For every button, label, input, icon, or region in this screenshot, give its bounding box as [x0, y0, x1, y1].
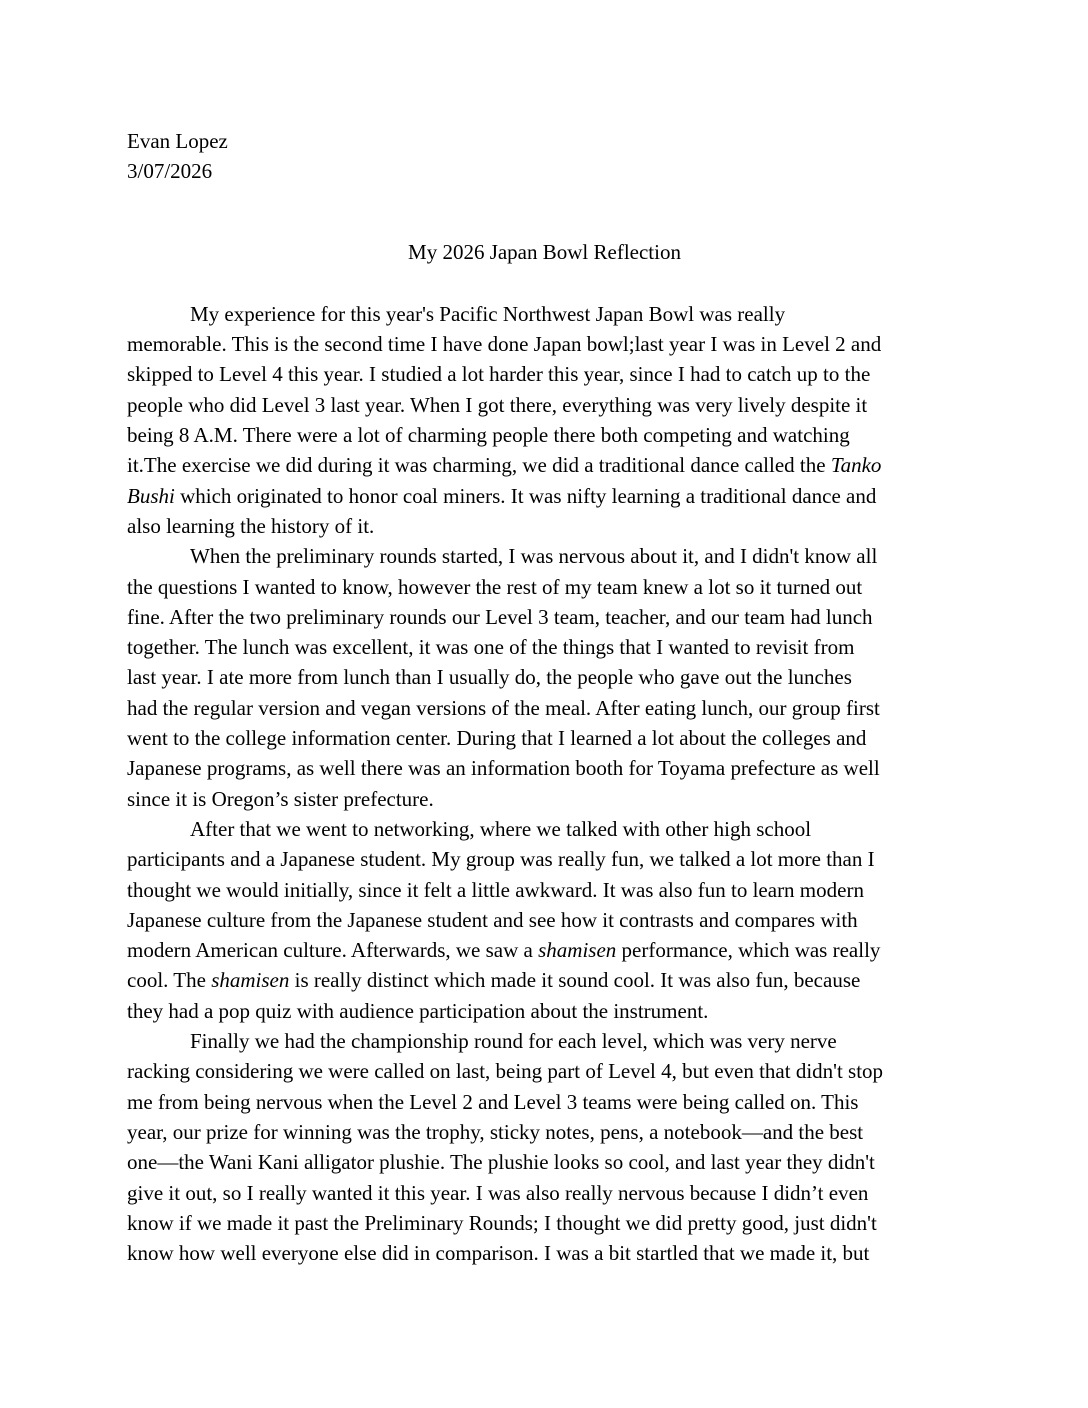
- text-line: [127, 814, 962, 844]
- text-segment: also learning the history of it.: [127, 513, 375, 538]
- text-line: [127, 541, 962, 571]
- text-line: [127, 481, 962, 511]
- text-line: [127, 935, 962, 965]
- text-line: [127, 390, 962, 420]
- text-line: [127, 602, 962, 632]
- text-line: [127, 723, 962, 753]
- text-segment: know if we made it past the Preliminary Rounds; I thought we did pretty good, just didn't: [127, 1210, 877, 1235]
- text-segment: last year. I ate more from lunch than I usually do, the people who gave out the lunches: [127, 665, 852, 690]
- text-line: [127, 572, 962, 602]
- text-segment: memorable. This is the second time I have done Japan bowl;last year I was in Level 2 and: [127, 332, 882, 357]
- text-segment: thought we would initially, since it felt a little awkward. It was also fun to learn modern: [127, 877, 864, 902]
- text-line: [127, 420, 962, 450]
- italic-text-segment: Bushi: [127, 483, 175, 508]
- text-line: [127, 996, 962, 1026]
- text-segment: had the regular version and vegan versions of the meal. After eating lunch, our group first: [127, 695, 880, 720]
- document-body: [127, 299, 962, 1269]
- text-segment: one—the Wani Kani alligator plushie. The plushie looks so cool, and last year they didn't: [127, 1150, 875, 1175]
- text-line: [127, 359, 962, 389]
- text-segment: the questions I wanted to know, however the rest of my team knew a lot so it turned out: [127, 574, 863, 599]
- text-line: [127, 299, 962, 329]
- text-line: [127, 1087, 962, 1117]
- text-segment: being 8 A.M. There were a lot of charming people there both competing and watching: [127, 423, 850, 448]
- paragraph: [127, 541, 962, 814]
- text-segment: year, our prize for winning was the trophy, sticky notes, pens, a notebook—and the best: [127, 1119, 864, 1144]
- text-segment: is really distinct which made it sound cool. It was also fun, because: [289, 968, 861, 993]
- text-line: [127, 905, 962, 935]
- document-date: 3/07/2026: [127, 159, 213, 184]
- text-segment: My experience for this year's Pacific Northwest Japan Bowl was really: [190, 301, 786, 326]
- text-segment: modern American culture. Afterwards, we saw a: [127, 938, 539, 963]
- text-line: [127, 1117, 962, 1147]
- document-title: My 2026 Japan Bowl Reflection: [408, 239, 681, 264]
- text-segment: Finally we had the championship round for each level, which was very nerve: [190, 1029, 837, 1054]
- text-line: [127, 329, 962, 359]
- document-header: [127, 126, 962, 187]
- text-segment: racking considering we were called on last, being part of Level 4, but even that didn't stop: [127, 1059, 884, 1084]
- text-segment: Japanese programs, as well there was an information booth for Toyama prefecture as well: [127, 756, 880, 781]
- text-segment: performance, which was really: [616, 938, 881, 963]
- text-segment: people who did Level 3 last year. When I got there, everything was very lively despite it: [127, 392, 868, 417]
- text-segment: went to the college information center. During that I learned a lot about the colleges and: [127, 726, 867, 751]
- text-line: [127, 1208, 962, 1238]
- text-segment: since it is Oregon’s sister prefecture.: [127, 786, 434, 811]
- text-line: [127, 450, 962, 480]
- text-segment: together. The lunch was excellent, it was one of the things that I wanted to revisit from: [127, 635, 855, 660]
- text-segment: Japanese culture from the Japanese student and see how it contrasts and compares with: [127, 907, 858, 932]
- text-line: [127, 511, 962, 541]
- text-line: [127, 1178, 962, 1208]
- text-line: [127, 875, 962, 905]
- text-segment: fine. After the two preliminary rounds our Level 3 team, teacher, and our team had lunch: [127, 604, 873, 629]
- text-line: [127, 662, 962, 692]
- text-segment: they had a pop quiz with audience participation about the instrument.: [127, 998, 709, 1023]
- paragraph: [127, 299, 962, 541]
- text-line: [127, 1026, 962, 1056]
- italic-text-segment: shamisen: [211, 968, 290, 993]
- text-segment: After that we went to networking, where we talked with other high school: [190, 816, 812, 841]
- text-segment: cool. The: [127, 968, 212, 993]
- text-segment: it.The exercise we did during it was charming, we did a traditional dance called the: [127, 453, 831, 478]
- text-segment: participants and a Japanese student. My group was really fun, we talked a lot more than I: [127, 847, 875, 872]
- author-name: Evan Lopez: [127, 129, 228, 153]
- text-line: [127, 632, 962, 662]
- text-segment: me from being nervous when the Level 2 and Level 3 teams were being called on. This: [127, 1089, 859, 1114]
- paragraph: [127, 814, 962, 1026]
- italic-text-segment: Tanko: [830, 453, 882, 478]
- italic-text-segment: shamisen: [538, 938, 617, 963]
- text-line: [127, 844, 962, 874]
- text-line: [127, 1147, 962, 1177]
- text-segment: know how well everyone else did in comparison. I was a bit startled that we made it, but: [127, 1241, 870, 1266]
- text-line: [127, 784, 962, 814]
- text-line: [127, 965, 962, 995]
- text-line: [127, 693, 962, 723]
- text-line: [127, 1056, 962, 1086]
- text-segment: skipped to Level 4 this year. I studied a lot harder this year, since I had to catch up to the: [127, 362, 871, 387]
- text-segment: which originated to honor coal miners. It was nifty learning a traditional dance and: [174, 483, 877, 508]
- text-line: [127, 1238, 962, 1268]
- text-line: [127, 753, 962, 783]
- paragraph: [127, 1026, 962, 1268]
- text-segment: give it out, so I really wanted it this year. I was also really nervous because I didn’t even: [127, 1180, 869, 1205]
- text-segment: When the preliminary rounds started, I was nervous about it, and I didn't know all: [190, 544, 878, 569]
